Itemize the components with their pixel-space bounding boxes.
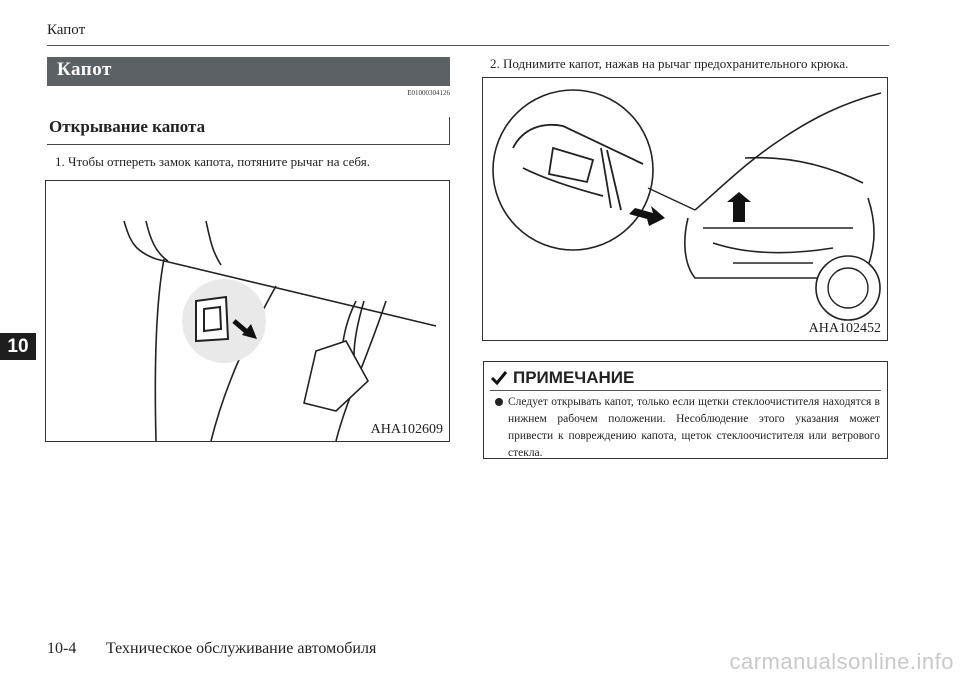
figure-hood-release-lever <box>45 180 450 442</box>
note-heading-text: ПРИМЕЧАНИЕ <box>513 368 635 387</box>
header-rule <box>47 45 889 46</box>
figure-safety-hook-lever <box>482 77 888 341</box>
hood-release-lever-illustration <box>46 181 449 441</box>
check-icon <box>490 369 508 387</box>
section-title-bar: Капот <box>47 57 450 86</box>
note-heading <box>490 367 634 389</box>
step-2-text: 2. Поднимите капот, нажав на рычаг предохранительного крюка. <box>490 56 849 71</box>
section-code: E01000304126 <box>407 89 450 97</box>
footer-title: Техническое обслуживание автомобиля <box>106 640 377 657</box>
footer-page-number: 10-4 <box>47 640 77 657</box>
safety-hook-illustration <box>483 78 887 340</box>
note-rule <box>490 390 881 391</box>
running-header: Капот <box>47 22 86 38</box>
subsection-heading: Открывание капота <box>47 117 450 145</box>
note-text: Следует открывать капот, только если щетки стеклоочистителя находятся в нижнем рабочем положении. Несоблюдение этого указания может привести к повреждению капота, щеток стеклоочистителя или ветрового стекла. <box>508 396 880 459</box>
step-1-text: 1. Чтобы отпереть замок капота, потяните рычаг на себя. <box>55 154 370 169</box>
figure-2-label: AHA102452 <box>808 321 881 336</box>
watermark: carmanualsonline.info <box>729 649 954 674</box>
figure-1-label: AHA102609 <box>370 422 443 437</box>
note-box <box>483 361 888 459</box>
chapter-tab: 10 <box>0 333 36 360</box>
bullet-icon <box>495 398 503 406</box>
